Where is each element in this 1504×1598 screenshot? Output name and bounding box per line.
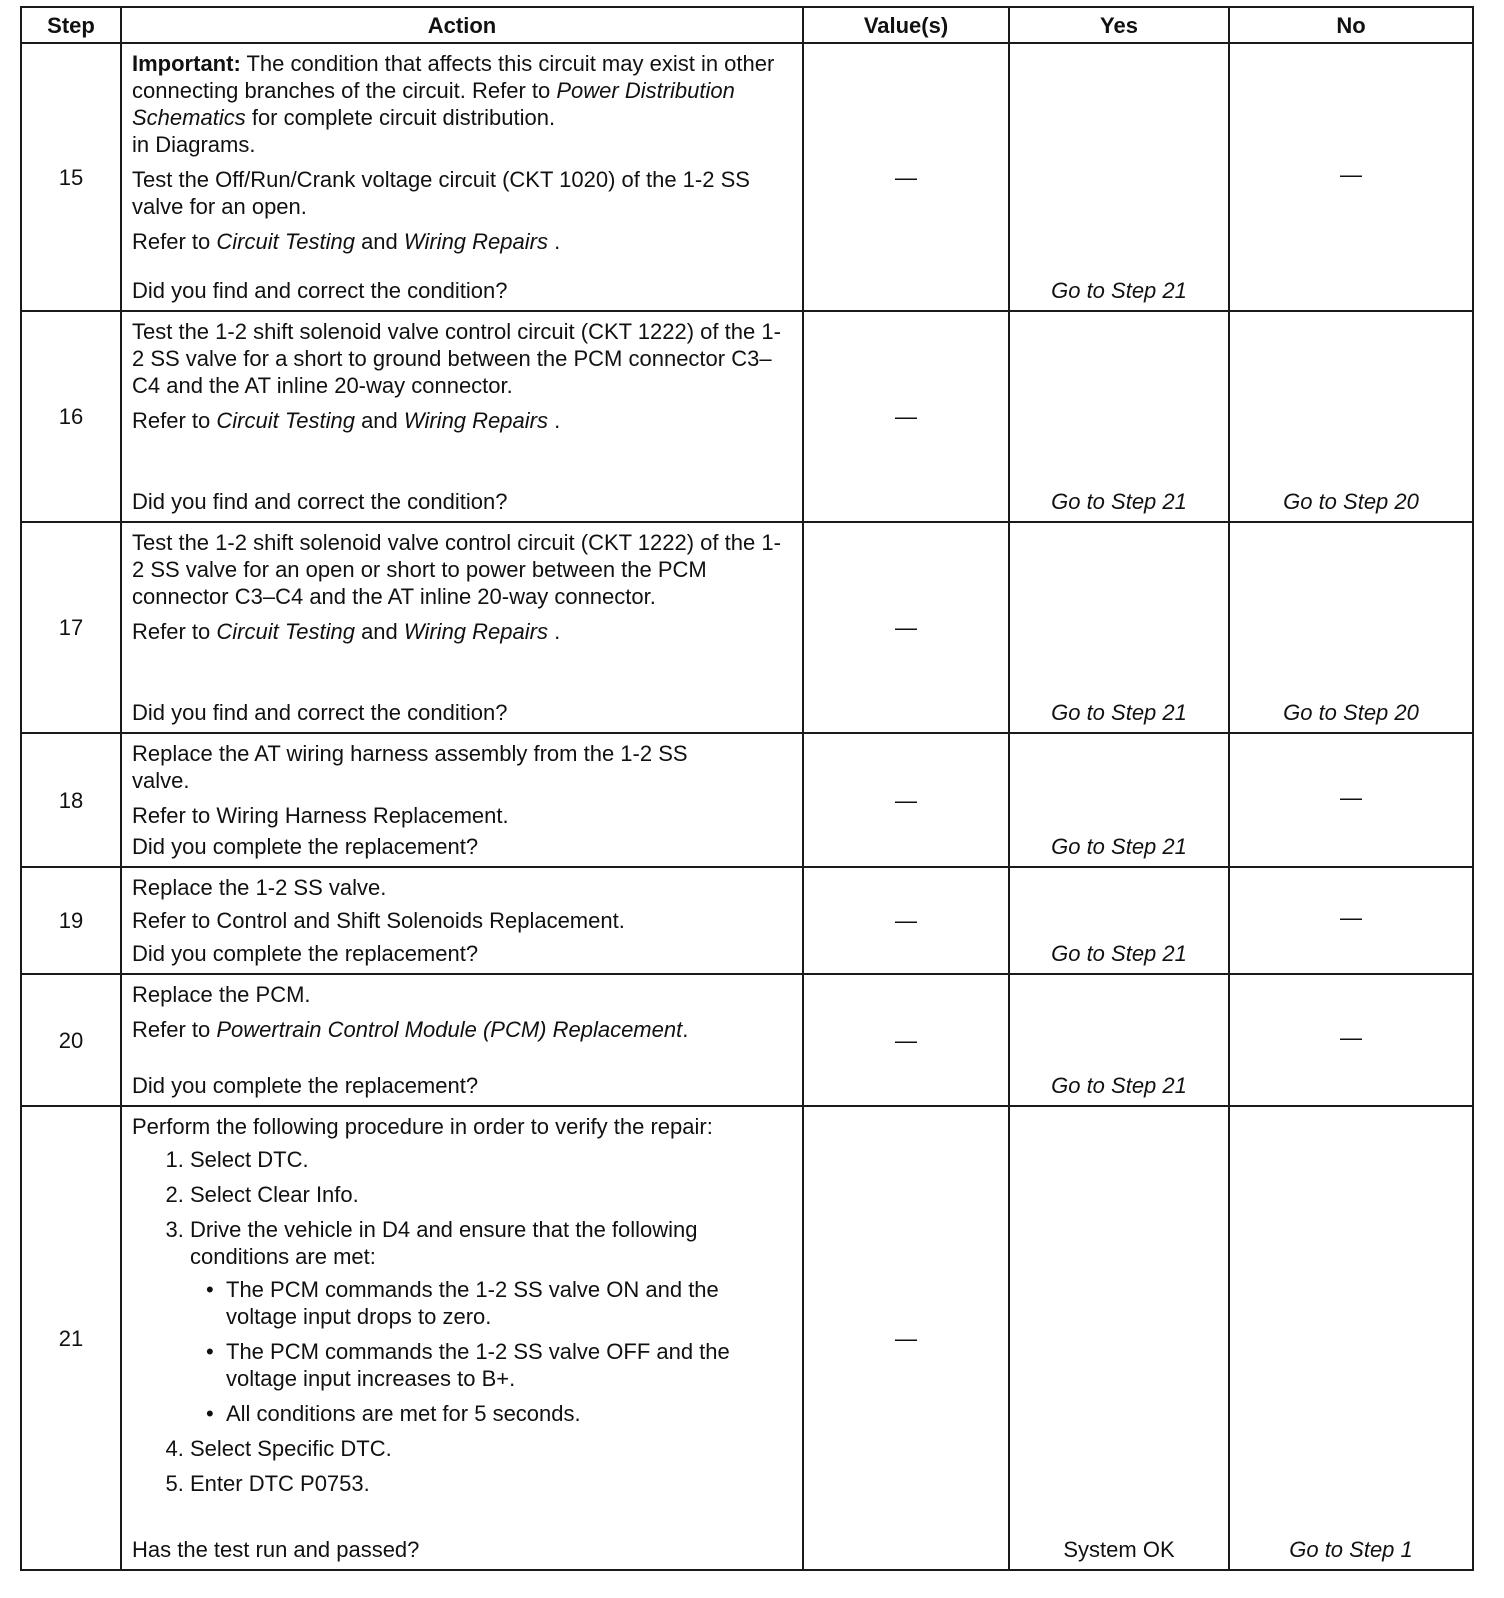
refer-prefix: Refer to	[132, 619, 217, 644]
list-item: 5. Enter DTC P0753.	[190, 1470, 792, 1497]
important-note	[132, 50, 792, 131]
action-content	[132, 740, 792, 860]
action-cell	[121, 522, 803, 733]
no-cell: —	[1229, 43, 1473, 311]
list-item	[190, 1216, 792, 1427]
step-number: 19	[21, 867, 121, 974]
reference-wiring-repairs: Wiring Repairs	[403, 619, 548, 644]
condition-list	[190, 1276, 792, 1427]
list-item: 4. Select Specific DTC.	[190, 1435, 792, 1462]
important-text: The condition that affects this circuit may exist in other connecting branches of the circuit. Refer to	[132, 51, 775, 103]
important-reference: Power Distribution Schematics	[132, 78, 735, 130]
yes-cell: Go to Step 21	[1009, 867, 1229, 974]
reference-circuit-testing: Circuit Testing	[216, 619, 355, 644]
diagnostic-table	[20, 6, 1474, 1571]
yes-cell: System OK	[1009, 1106, 1229, 1570]
important-label: Important:	[132, 51, 241, 76]
table-row-step-17	[21, 522, 1473, 733]
action-body	[132, 981, 792, 1043]
reference-wiring-repairs: Wiring Repairs	[403, 229, 548, 254]
condition-item: • The PCM commands the 1-2 SS valve OFF and the voltage input increases to B+.	[226, 1338, 792, 1392]
no-cell: Go to Step 20	[1229, 311, 1473, 522]
reference-wiring-repairs: Wiring Repairs	[403, 408, 548, 433]
header-action: Action	[121, 7, 803, 43]
header-yes: Yes	[1009, 7, 1229, 43]
test-instruction: Test the Off/Run/Crank voltage circuit (CKT 1020) of the 1-2 SS valve for an open.	[132, 167, 750, 219]
refer-prefix: Refer to	[132, 229, 217, 254]
refer-line	[132, 407, 792, 434]
step-number: 20	[21, 974, 121, 1106]
table-row-step-15	[21, 43, 1473, 311]
action-content	[132, 1113, 792, 1563]
list-item: 1. Select DTC.	[190, 1146, 792, 1173]
yes-cell: Go to Step 21	[1009, 733, 1229, 867]
yes-cell: Go to Step 21	[1009, 522, 1229, 733]
step-number: 16	[21, 311, 121, 522]
yes-cell: Go to Step 21	[1009, 43, 1229, 311]
table-row-step-18	[21, 733, 1473, 867]
question: Did you complete the replacement?	[132, 834, 479, 859]
value-cell: —	[803, 974, 1009, 1106]
refer-and: and	[354, 619, 404, 644]
action-body	[132, 740, 792, 829]
condition-item: • The PCM commands the 1-2 SS valve ON and the voltage input drops to zero.	[226, 1276, 792, 1330]
action-cell	[121, 867, 803, 974]
step-number: 17	[21, 522, 121, 733]
instruction: Replace the PCM.	[132, 982, 311, 1007]
value-cell: —	[803, 733, 1009, 867]
question: Did you find and correct the condition?	[132, 489, 508, 514]
table-row-step-16	[21, 311, 1473, 522]
question: Did you complete the replacement?	[132, 1073, 479, 1098]
value-cell: —	[803, 43, 1009, 311]
refer-line: Refer to Wiring Harness Replacement.	[132, 803, 509, 828]
reference-circuit-testing: Circuit Testing	[216, 408, 355, 433]
action-cell	[121, 311, 803, 522]
table-row-step-19	[21, 867, 1473, 974]
list-item-text: Drive the vehicle in D4 and ensure that the following conditions are met:	[190, 1217, 698, 1269]
step-number: 15	[21, 43, 121, 311]
important-text-end: for complete circuit distribution.	[245, 105, 556, 130]
step-number: 18	[21, 733, 121, 867]
condition-item: • All conditions are met for 5 seconds.	[226, 1400, 792, 1427]
header-values: Value(s)	[803, 7, 1009, 43]
instruction: Replace the AT wiring harness assembly from the 1-2 SS valve.	[132, 741, 688, 793]
reference-pcm-replacement: Powertrain Control Module (PCM) Replacement	[216, 1017, 683, 1042]
refer-and: and	[354, 408, 404, 433]
action-content	[132, 874, 792, 967]
refer-line: Refer to Control and Shift Solenoids Replacement.	[132, 908, 625, 933]
question: Did you find and correct the condition?	[132, 278, 508, 303]
action-body	[132, 529, 792, 645]
procedure-intro: Perform the following procedure in order to verify the repair:	[132, 1114, 713, 1139]
no-cell: Go to Step 1	[1229, 1106, 1473, 1570]
refer-prefix: Refer to	[132, 1017, 217, 1042]
action-cell	[121, 1106, 803, 1570]
yes-cell: Go to Step 21	[1009, 974, 1229, 1106]
table-row-step-20	[21, 974, 1473, 1106]
value-cell: —	[803, 867, 1009, 974]
test-instruction: Test the 1-2 shift solenoid valve control circuit (CKT 1222) of the 1-2 SS valve for a short to ground between the PCM connector C3–C4 and the AT inline 20-way connector.	[132, 319, 781, 398]
header-step: Step	[21, 7, 121, 43]
instruction: Replace the 1-2 SS valve.	[132, 875, 387, 900]
refer-line	[132, 228, 792, 255]
action-content	[132, 50, 792, 304]
action-body	[132, 318, 792, 434]
refer-end: .	[547, 408, 561, 433]
refer-and: and	[354, 229, 404, 254]
value-cell: —	[803, 522, 1009, 733]
procedure-list	[132, 1146, 792, 1497]
refer-line	[132, 618, 792, 645]
step-number: 21	[21, 1106, 121, 1570]
important-note-line2: in Diagrams.	[132, 132, 256, 157]
refer-line	[132, 1016, 792, 1043]
action-cell	[121, 43, 803, 311]
refer-end: .	[547, 619, 561, 644]
test-instruction: Test the 1-2 shift solenoid valve control circuit (CKT 1222) of the 1-2 SS valve for an open or short to power between the PCM connector C3–C4 and the AT inline 20-way connector.	[132, 530, 781, 609]
question: Did you find and correct the condition?	[132, 700, 508, 725]
header-no: No	[1229, 7, 1473, 43]
refer-end: .	[547, 229, 561, 254]
no-cell: —	[1229, 974, 1473, 1106]
action-cell	[121, 733, 803, 867]
action-cell	[121, 974, 803, 1106]
header-row	[21, 7, 1473, 43]
question: Did you complete the replacement?	[132, 941, 479, 966]
no-cell: —	[1229, 867, 1473, 974]
value-cell: —	[803, 311, 1009, 522]
question: Has the test run and passed?	[132, 1537, 420, 1562]
yes-cell: Go to Step 21	[1009, 311, 1229, 522]
list-item: 2. Select Clear Info.	[190, 1181, 792, 1208]
no-cell: Go to Step 20	[1229, 522, 1473, 733]
action-body	[132, 50, 792, 255]
action-content	[132, 529, 792, 726]
action-content	[132, 981, 792, 1099]
table-row-step-21	[21, 1106, 1473, 1570]
action-body	[132, 1113, 792, 1505]
action-content	[132, 318, 792, 515]
value-cell: —	[803, 1106, 1009, 1570]
reference-circuit-testing: Circuit Testing	[216, 229, 355, 254]
no-cell: —	[1229, 733, 1473, 867]
refer-prefix: Refer to	[132, 408, 217, 433]
refer-end: .	[682, 1017, 689, 1042]
